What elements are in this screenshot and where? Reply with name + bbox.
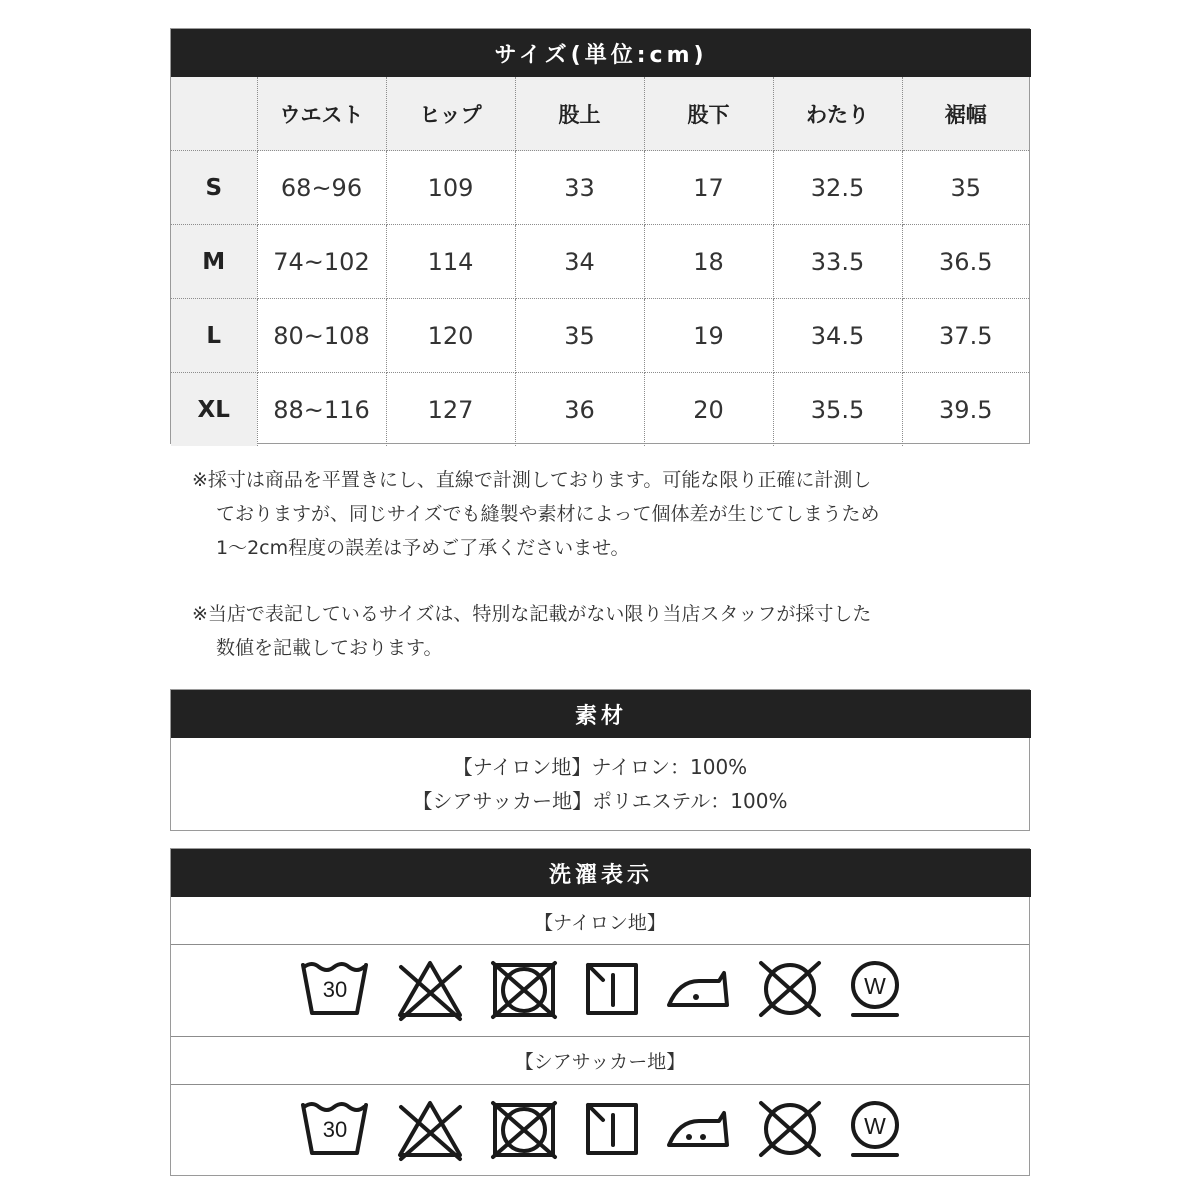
iron-dot: [686, 1134, 692, 1140]
table-cell: 18: [644, 225, 773, 299]
no-bleach-icon: [400, 963, 460, 1019]
table-cell: 33: [515, 151, 644, 225]
size-notation-note: [192, 597, 972, 665]
note-line: ※当店で表記しているサイズは、特別な記載がない限り当店スタッフが採寸した: [192, 603, 872, 625]
table-row: [171, 151, 1029, 225]
note-line: 1〜2cm程度の誤差は予めご了承くださいませ。: [216, 537, 630, 559]
size-chart: [170, 28, 1030, 444]
iron-dot: [693, 994, 699, 1000]
table-cell: 36: [515, 373, 644, 447]
size-table-header-row: [171, 77, 1029, 151]
no-tumble-dry-icon: [493, 963, 555, 1017]
no-tumble-dry-icon: [493, 1103, 555, 1157]
table-cell: 68~96: [257, 151, 386, 225]
size-label: M: [171, 225, 257, 299]
column-header-rise: 股上: [515, 77, 644, 151]
no-dry-clean-icon: [761, 1103, 819, 1155]
table-cell: 36.5: [902, 225, 1029, 299]
material-line: 【ナイロン地】ナイロン：100%: [452, 755, 748, 779]
size-table: [171, 77, 1029, 446]
table-cell: 32.5: [773, 151, 902, 225]
fabric-label-nylon: 【ナイロン地】: [534, 911, 666, 934]
table-cell: 35: [515, 299, 644, 373]
table-cell: 19: [644, 299, 773, 373]
note-line: 数値を記載しております。: [216, 637, 443, 659]
wash-care-title: 洗濯表示: [171, 849, 1031, 897]
line-dry-shade-icon: [588, 965, 636, 1013]
table-cell: 35.5: [773, 373, 902, 447]
table-cell: 37.5: [902, 299, 1029, 373]
column-header-hem-width: 裾幅: [902, 77, 1029, 151]
column-header-waist: ウエスト: [257, 77, 386, 151]
iron-medium-icon: [669, 1113, 727, 1145]
no-bleach-icon: [400, 1103, 460, 1159]
note-line: ておりますが、同じサイズでも縫製や素材によって個体差が生じてしまうため: [216, 503, 880, 525]
wet-clean-letter: W: [864, 973, 886, 999]
care-icons-seersucker-svg: [171, 1085, 1029, 1175]
note-line: ※採寸は商品を平置きにし、直線で計測しております。可能な限り正確に計測し: [192, 469, 872, 491]
measurement-note: [192, 463, 972, 565]
table-cell: 34.5: [773, 299, 902, 373]
material-composition: [171, 738, 1029, 830]
wash-care-section: [170, 848, 1030, 1176]
size-label: L: [171, 299, 257, 373]
care-icons-seersucker: [171, 1085, 1029, 1175]
material-line: 【シアサッカー地】ポリエステル：100%: [412, 789, 788, 813]
wash-temp-text: 30: [322, 1117, 348, 1142]
size-chart-title: サイズ(単位:cm): [171, 29, 1031, 77]
care-icons-nylon: [171, 945, 1029, 1035]
table-cell: 74~102: [257, 225, 386, 299]
table-cell: 35: [902, 151, 1029, 225]
column-header-thigh: わたり: [773, 77, 902, 151]
size-table-corner-cell: [171, 77, 257, 151]
care-icons-nylon-svg: [171, 945, 1029, 1035]
wet-clean-letter: W: [864, 1113, 886, 1139]
column-header-inseam: 股下: [644, 77, 773, 151]
table-cell: 17: [644, 151, 773, 225]
material-title: 素材: [171, 690, 1031, 738]
table-row: [171, 299, 1029, 373]
no-dry-clean-icon: [761, 963, 819, 1015]
iron-dot: [700, 1134, 706, 1140]
table-cell: 34: [515, 225, 644, 299]
table-cell: 127: [386, 373, 515, 447]
line-dry-shade-icon: [588, 1105, 636, 1153]
table-cell: 20: [644, 373, 773, 447]
table-row: [171, 225, 1029, 299]
material-section: [170, 689, 1030, 831]
column-header-hip: ヒップ: [386, 77, 515, 151]
wash-temp-text: 30: [322, 977, 348, 1002]
table-cell: 109: [386, 151, 515, 225]
table-row: [171, 373, 1029, 447]
size-label: XL: [171, 373, 257, 447]
table-cell: 88~116: [257, 373, 386, 447]
table-cell: 33.5: [773, 225, 902, 299]
iron-low-icon: [669, 973, 727, 1005]
fabric-label-seersucker: 【シアサッカー地】: [514, 1050, 686, 1073]
table-cell: 39.5: [902, 373, 1029, 447]
table-cell: 80~108: [257, 299, 386, 373]
table-cell: 114: [386, 225, 515, 299]
table-cell: 120: [386, 299, 515, 373]
size-label: S: [171, 151, 257, 225]
